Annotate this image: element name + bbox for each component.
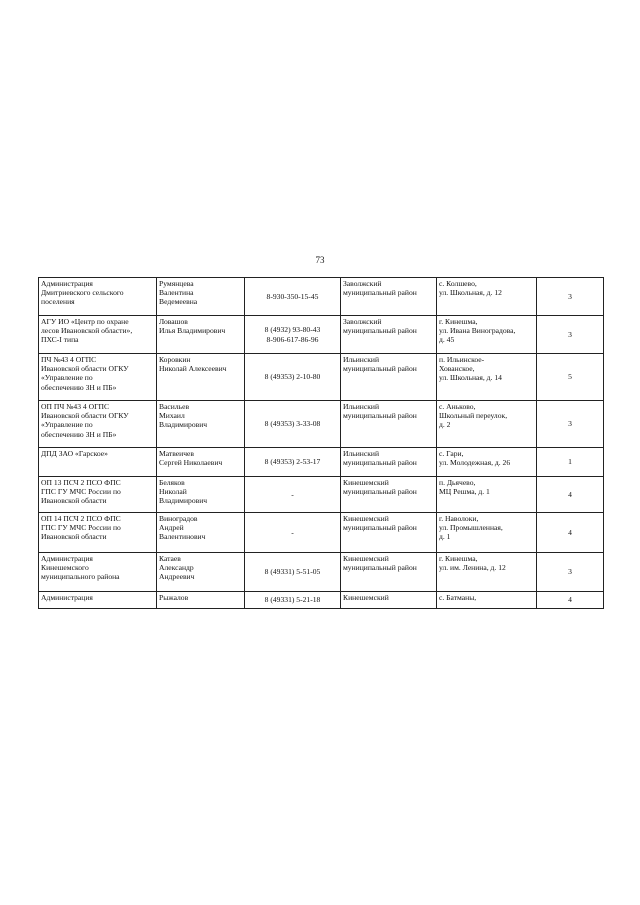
phone-cell-line: - [291,527,294,537]
district-cell [341,553,437,592]
count-cell: 3 [537,278,604,316]
org-cell-line: Ивановской области [41,496,107,506]
address-cell-line: ул. Школьная, д. 12 [439,288,502,298]
org-cell [39,316,157,354]
district-cell-line: муниципальный район [343,326,417,336]
address-cell [437,448,537,477]
district-cell-line: муниципальный район [343,563,417,573]
phone-cell-line: 8 (49353) 3-33-08 [264,419,321,429]
phone-cell [245,401,341,448]
address-cell [437,401,537,448]
address-cell-line: ул. Промышленная, [439,523,503,533]
org-cell-line: Кинешемского [41,563,89,573]
phone-cell [245,448,341,477]
table-row [39,513,604,553]
person-cell-line: Матвеичев [159,449,194,458]
table-row [39,354,604,401]
district-cell [341,513,437,553]
address-cell-line: с. Колшево, [439,279,477,288]
person-cell-line: Беляков [159,478,185,487]
address-cell [437,316,537,354]
count-cell: 1 [537,448,604,477]
district-cell [341,316,437,354]
phone-cell-line: 8 (49331) 5-21-18 [264,595,321,605]
person-cell-line: Ведемеевна [159,297,198,307]
phone-cell [245,477,341,513]
org-cell-line: Дмитриевского сельского [41,288,124,298]
page-number: 73 [315,255,325,265]
address-cell [437,513,537,553]
phone-cell-line: 8-906-617-86-96 [266,334,319,344]
organizations-table [38,277,604,609]
org-cell-line: ГПС ГУ МЧС России по [41,523,121,533]
org-cell [39,477,157,513]
address-cell-line: Хованское, [439,364,475,374]
address-cell-line: д. 2 [439,420,451,430]
org-cell [39,592,157,609]
org-cell-line: Администрация [41,279,93,288]
org-cell-line: Ивановской области ОГКУ [41,364,129,374]
person-cell-line: Валентинович [159,532,206,542]
org-cell-line: Ивановской области ОГКУ [41,411,129,421]
district-cell-line: муниципальный район [343,523,417,533]
district-cell [341,448,437,477]
org-cell-line: «Управление по [41,420,93,430]
person-cell [157,513,245,553]
district-cell-line: муниципальный район [343,411,417,421]
org-cell-line: ГПС ГУ МЧС России по [41,487,121,497]
phone-cell-line: 8-930-350-15-45 [266,291,319,301]
address-cell-line: Школьный переулок, [439,411,508,421]
district-cell [341,592,437,609]
person-cell [157,477,245,513]
address-cell-line: ул. им. Ленина, д. 12 [439,563,506,573]
count-cell: 4 [537,513,604,553]
address-cell [437,278,537,316]
district-cell [341,477,437,513]
district-cell-line: муниципальный район [343,487,417,497]
person-cell-line: Владимирович [159,420,208,430]
district-cell-line: Кинешемский [343,593,389,602]
person-cell-line: Коровкин [159,355,191,364]
org-cell-line: лесов Ивановской области», [41,326,133,336]
person-cell-line: Александр [159,563,194,573]
table-body [39,278,604,609]
org-cell-line: ОП 13 ПСЧ 2 ПСО ФПС [41,478,121,487]
address-cell-line: д. 1 [439,532,451,542]
org-cell-line: муниципального района [41,572,120,582]
district-cell-line: муниципальный район [343,288,417,298]
phone-cell-line: 8 (49331) 5-51-05 [264,567,321,577]
person-cell-line: Андрей [159,523,184,533]
person-cell-line: Валентина [159,288,194,298]
person-cell [157,354,245,401]
org-cell-line: обеспечению ЗН и ПБ» [41,429,117,439]
person-cell-line: Андреевич [159,572,195,582]
org-cell [39,553,157,592]
person-cell-line: Владимирович [159,496,208,506]
person-cell-line: Румянцева [159,279,194,288]
count-cell: 5 [537,354,604,401]
district-cell [341,278,437,316]
address-cell-line: г. Кинешма, [439,317,478,326]
org-cell [39,401,157,448]
address-cell-line: МЦ Решма, д. 1 [439,487,490,497]
person-cell-line: Виноградов [159,514,198,523]
person-cell [157,401,245,448]
district-cell [341,354,437,401]
district-cell-line: Кинешемский [343,478,389,487]
address-cell-line: с. Аньково, [439,402,476,411]
person-cell-line: Николай Алексеевич [159,364,227,374]
org-cell-line: Администрация [41,554,93,563]
person-cell-line: Михаил [159,411,185,421]
address-cell-line: ул. Школьная, д. 14 [439,373,502,383]
person-cell-line: Сергей Николаевич [159,458,223,468]
org-cell-line: поселения [41,297,75,307]
org-cell-line: ПХС-I типа [41,335,79,345]
district-cell [341,401,437,448]
phone-cell-line: 8 (4932) 93-80-43 [264,325,321,335]
person-cell [157,316,245,354]
address-cell-line: г. Кинешма, [439,554,478,563]
phone-cell [245,513,341,553]
count-cell: 3 [537,316,604,354]
org-cell [39,513,157,553]
address-cell-line: п. Ильинское- [439,355,485,364]
district-cell-line: Ильинский [343,355,380,364]
phone-cell-line: 8 (49353) 2-53-17 [264,457,321,467]
address-cell [437,477,537,513]
district-cell-line: Ильинский [343,449,380,458]
person-cell [157,553,245,592]
count-cell: 3 [537,553,604,592]
count-cell: 4 [537,477,604,513]
person-cell-line: Николай [159,487,187,497]
address-cell [437,354,537,401]
count-cell: 3 [537,401,604,448]
phone-cell [245,354,341,401]
person-cell-line: Катаев [159,554,181,563]
phone-cell-line: - [291,489,294,499]
org-cell-line: ОП 14 ПСЧ 2 ПСО ФПС [41,514,121,523]
address-cell-line: с. Батманы, [439,593,477,602]
phone-cell-line: 8 (49353) 2-10-80 [264,372,321,382]
table-row [39,278,604,316]
person-cell [157,448,245,477]
org-cell-line: ПЧ №43 4 ОГПС [41,355,97,364]
table-row [39,592,604,609]
district-cell-line: Заволжский [343,279,382,288]
org-cell-line: Ивановской области [41,532,107,542]
phone-cell [245,316,341,354]
table-row [39,553,604,592]
phone-cell [245,553,341,592]
address-cell-line: ул. Ивана Виноградова, [439,326,516,336]
address-cell [437,553,537,592]
org-cell-line: АГУ ИО «Центр по охране [41,317,129,326]
org-cell-line: ДПД ЗАО «Гарское» [41,449,108,458]
person-cell-line: Рыжалов [159,593,189,602]
person-cell [157,592,245,609]
district-cell-line: Ильинский [343,402,380,411]
person-cell-line: Васильев [159,402,190,411]
org-cell-line: обеспечению ЗН и ПБ» [41,382,117,392]
district-cell-line: муниципальный район [343,364,417,374]
org-cell-line: «Управление по [41,373,93,383]
address-cell [437,592,537,609]
table-row [39,401,604,448]
table-row [39,316,604,354]
address-cell-line: п. Дьячево, [439,478,476,487]
person-cell-line: Илья Владимирович [159,326,226,336]
address-cell-line: ул. Молодежная, д. 26 [439,458,511,468]
person-cell-line: Ловашов [159,317,188,326]
address-cell-line: д. 45 [439,335,455,345]
phone-cell [245,278,341,316]
person-cell [157,278,245,316]
org-cell-line: ОП ПЧ №43 4 ОГПС [41,402,110,411]
address-cell-line: с. Гари, [439,449,464,458]
phone-cell [245,592,341,609]
address-cell-line: г. Наволоки, [439,514,479,523]
district-cell-line: муниципальный район [343,458,417,468]
org-cell [39,278,157,316]
org-cell [39,448,157,477]
org-cell [39,354,157,401]
table-row [39,448,604,477]
district-cell-line: Заволжский [343,317,382,326]
district-cell-line: Кинешемский [343,554,389,563]
org-cell-line: Администрация [41,593,93,602]
count-cell: 4 [537,592,604,609]
table-row [39,477,604,513]
district-cell-line: Кинешемский [343,514,389,523]
